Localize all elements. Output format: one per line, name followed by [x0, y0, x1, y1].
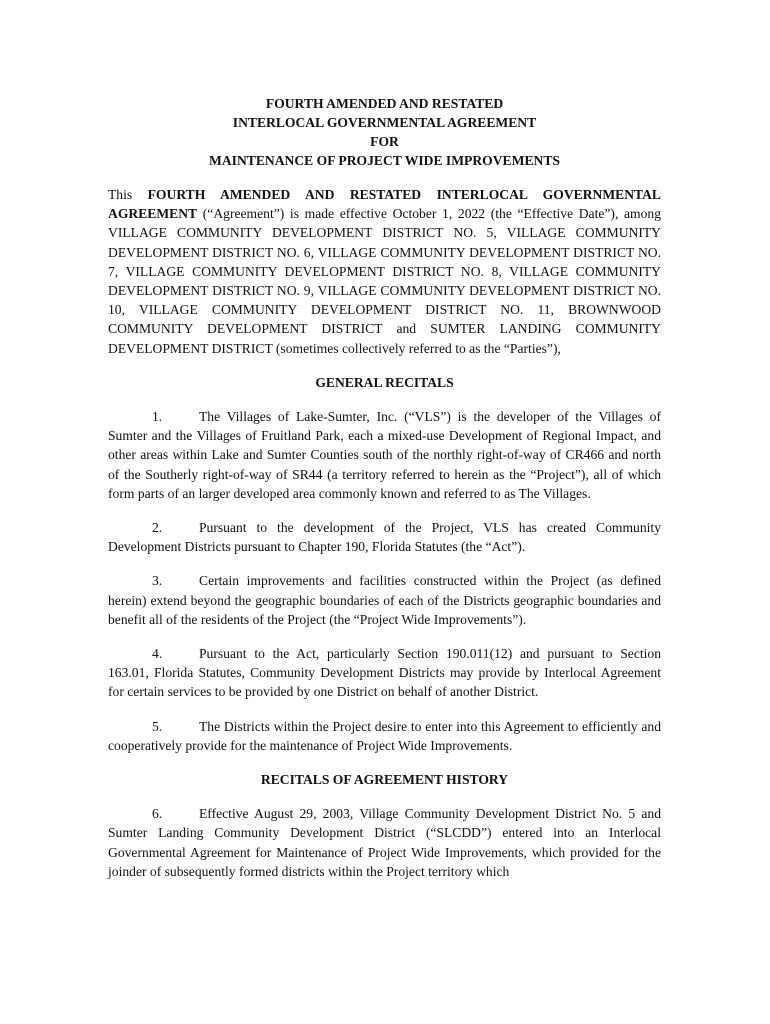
recital-3: [108, 571, 661, 629]
title-line-2: INTERLOCAL GOVERNMENTAL AGREEMENT: [232, 115, 537, 130]
recital-number: 2.: [152, 520, 163, 536]
recital-number: 5.: [152, 718, 163, 734]
agreement-name: FOURTH AMENDED AND RESTATED INTERLOCAL GOVERNMENTAL AGREEMENT: [108, 187, 661, 222]
recital-number: 1.: [152, 409, 163, 425]
recital-text: The Villages of Lake-Sumter, Inc. (“VLS”) is the developer of the Villages of Sumter and the Villages of Fruitland Park, each a mixed-use Development of Regional Impact, and other areas within Lake and Sumter Counties south of the northly right-of-way of CR466 and north of the Southerly right-of-way of SR44 (a territory referred to herein as the “Project”), all of which form parts of an larger developed area commonly known and referred to as The Villages.: [108, 409, 661, 501]
general-recitals-heading: GENERAL RECITALS: [315, 374, 454, 390]
recital-number: 3.: [152, 573, 163, 589]
recital-1: [108, 407, 661, 503]
title-line-3: FOR: [370, 134, 399, 149]
recital-2: [108, 518, 661, 556]
history-recitals-heading: RECITALS OF AGREEMENT HISTORY: [260, 772, 509, 788]
title-line-1: FOURTH AMENDED AND RESTATED: [265, 96, 504, 111]
recital-text: Certain improvements and facilities constructed within the Project (as defined herein) extend beyond the geographic boundaries of each of the Districts geographic boundaries and benefit all of the residents of the Project (the “Project Wide Improvements”).: [108, 573, 661, 627]
recital-text: Pursuant to the development of the Project, VLS has created Community Development Districts pursuant to Chapter 190, Florida Statutes (the “Act”).: [108, 520, 661, 555]
recital-4: [108, 644, 661, 702]
recital-number: 4.: [152, 646, 163, 662]
recital-5: [108, 717, 661, 755]
intro-paragraph: [108, 185, 661, 358]
title-line-4: MAINTENANCE OF PROJECT WIDE IMPROVEMENTS: [209, 153, 560, 168]
recital-number: 6.: [152, 806, 163, 822]
recital-text: The Districts within the Project desire to enter into this Agreement to efficiently and cooperatively provide for the maintenance of Project Wide Improvements.: [108, 718, 661, 753]
document-title: [108, 94, 661, 170]
intro-body: (“Agreement”) is made effective October 1, 2022 (the “Effective Date”), among VILLAGE COMMUNITY DEVELOPMENT DISTRICT NO. 5, VILLAGE COMMUNITY DEVELOPMENT DISTRICT NO. 6, VILLAGE COMMUNITY DEVELOPMENT DISTRICT NO. 7, VILLAGE COMMUNITY DEVELOPMENT DISTRICT NO. 8, VILLAGE COMMUNITY DEVELOPMENT DISTRICT NO. 9, VILLAGE COMMUNITY DEVELOPMENT DISTRICT NO. 10, VILLAGE COMMUNITY DEVELOPMENT DISTRICT NO. 11, BROWNWOOD COMMUNITY DEVELOPMENT DISTRICT and SUMTER LANDING COMMUNITY DEVELOPMENT DISTRICT (sometimes collectively referred to as the “Parties”),: [108, 206, 661, 356]
recital-text: Pursuant to the Act, particularly Section 190.011(12) and pursuant to Section 163.01, Florida Statutes, Community Development Districts may provide by Interlocal Agreement for certain services to be provided by one District on behalf of another District.: [108, 646, 661, 700]
intro-prefix: This: [108, 187, 148, 202]
recital-6: [108, 804, 661, 881]
document-page: [108, 94, 661, 881]
recital-text: Effective August 29, 2003, Village Community Development District No. 5 and Sumter Landing Community Development District (“SLCDD”) entered into an Interlocal Governmental Agreement for Maintenance of Project Wide Improvements, which provided for the joinder of subsequently formed districts within the Project territory which: [108, 806, 661, 879]
